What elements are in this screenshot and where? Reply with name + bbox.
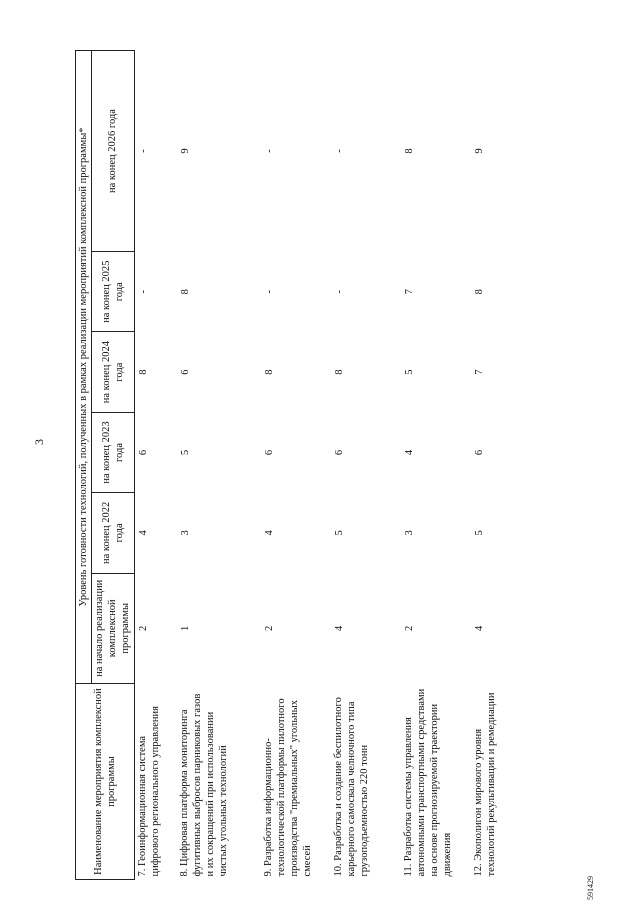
cell-value: 4 [403,449,415,456]
header-group: Уровень готовности технологий, полученных в рамках реализации мероприятий комплексной программы* [76,51,92,684]
cell-value: 4 [473,625,485,631]
row-name: 10. Разработка и создание беспилотного карьерного самосвала челночного типа грузоподъемностью 220 тонн [332,697,370,877]
header-col-2024: на конец 2024 года [92,332,134,412]
row-name: 8. Цифровая платформа мониторинга фугитивных выбросов парниковых газов и их сокращений при использовании чистых угольных технологий [178,693,229,877]
cell-value: 8 [403,148,415,154]
cell-value: 7 [473,369,485,375]
page-number: 3 [32,439,46,445]
row-name: 12. Экополигон мирового уровня технологий рекультивации и ремедиации [472,692,497,877]
table-row [331,51,401,880]
cell-value: 5 [403,369,415,375]
header-name: Наименование мероприятия комплексной программы [76,684,135,880]
cell-value: - [137,149,149,153]
cell-value: 8 [137,369,149,375]
cell-value: - [263,289,275,294]
cell-value: 3 [179,530,191,536]
header-col-2026: на конец 2026 года [92,51,134,252]
rotated-table-container [75,20,600,880]
cell-value: 4 [137,530,149,536]
row-name: 11. Разработка системы управления автономными транспортными средствами на основе прогнозируемой траектории движения [402,688,453,877]
document-code: 591429 [586,876,595,900]
cell-value: 8 [263,369,275,375]
cell-value: 9 [179,148,191,154]
cell-value: 2 [137,625,149,631]
cell-value: 5 [179,449,191,456]
table-row [471,51,527,880]
cell-value: 6 [263,449,275,456]
cell-value: 4 [333,625,345,631]
cell-value: 8 [333,369,345,375]
cell-value: 8 [473,289,485,295]
cell-value: 2 [263,625,275,631]
table-row [261,51,331,880]
header-col-start: на начало реализации комплексной программы [92,573,134,684]
cell-value: 2 [403,625,415,631]
cell-value: - [263,149,275,153]
table-row [134,51,177,880]
cell-value: 6 [137,449,149,456]
header-col-2023: на конец 2023 года [92,412,134,492]
cell-value: 1 [179,625,191,631]
header-col-2022: на конец 2022 года [92,493,134,573]
cell-value: 6 [333,449,345,456]
cell-value: 7 [403,289,415,295]
cell-value: 5 [473,530,485,536]
row-name: 9. Разработка информационно-технологической платформы пилотного производства "премиальных" угольных смесей [262,698,313,877]
header-col-2025: на конец 2025 года [92,252,134,332]
cell-value: 4 [263,530,275,536]
cell-value: 8 [179,289,191,295]
cell-value: 3 [403,530,415,536]
table-row [177,51,261,880]
cell-value: - [333,289,345,294]
cell-value: - [137,289,149,294]
table-row [401,51,471,880]
cell-value: 6 [473,449,485,456]
row-name: 7. Геоинформационная система цифрового регионального управления [136,706,161,877]
cell-value: 9 [473,148,485,154]
cell-value: 5 [333,530,345,536]
cell-value: - [333,149,345,153]
technology-readiness-table [75,50,527,880]
cell-value: 6 [179,369,191,375]
